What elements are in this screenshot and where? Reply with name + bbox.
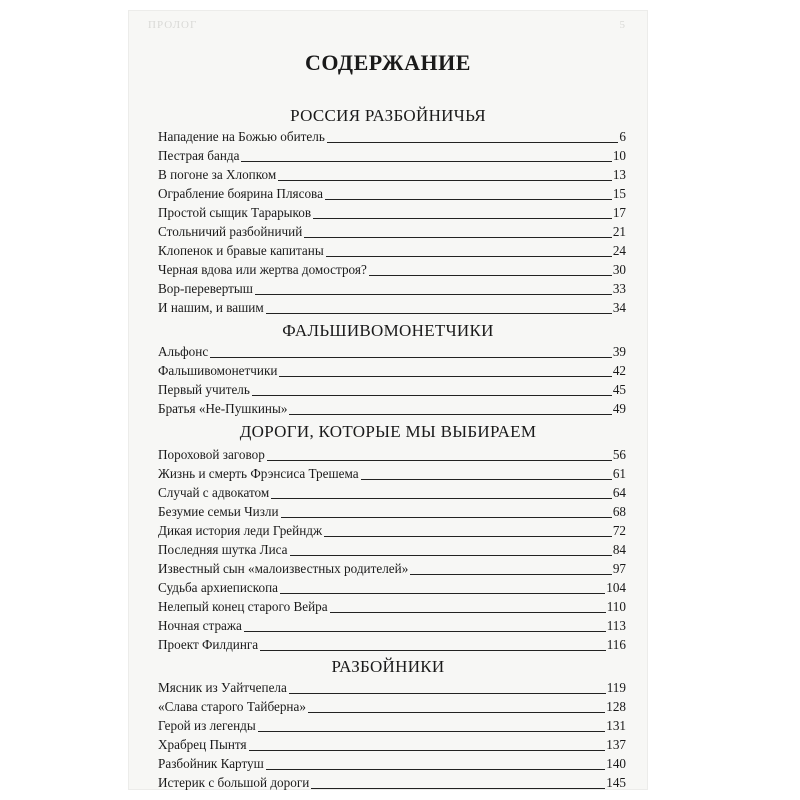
- toc-entry-title: Пороховой заговор: [158, 447, 265, 462]
- toc-entry[interactable]: [158, 362, 626, 380]
- toc-entry[interactable]: [158, 736, 626, 754]
- toc-entry-page: 39: [612, 344, 626, 359]
- toc-leader: [311, 788, 605, 789]
- toc-leader: [281, 517, 612, 518]
- toc-entry[interactable]: [158, 242, 626, 260]
- toc-entry-title: Известный сын «малоизвестных родителей»: [158, 561, 409, 576]
- toc-entry-page: 72: [612, 523, 626, 538]
- toc-entry-title: Стольничий разбойничий: [158, 224, 303, 239]
- toc-leader: [361, 479, 612, 480]
- toc-entry-page: 113: [606, 618, 626, 633]
- toc-entry-title: «Слава старого Тайберна»: [158, 699, 306, 714]
- toc-leader: [252, 395, 612, 396]
- toc-leader: [210, 357, 612, 358]
- toc-entry[interactable]: [158, 698, 626, 716]
- toc-leader: [266, 313, 612, 314]
- toc-entry-title: Ограбление боярина Плясова: [158, 186, 323, 201]
- toc-entry[interactable]: [158, 560, 626, 578]
- toc-entry-title: Ночная стража: [158, 618, 242, 633]
- toc-entry-page: 30: [612, 262, 626, 277]
- toc-entry-page: 61: [612, 466, 626, 481]
- toc-entry-title: Храбрец Пынтя: [158, 737, 247, 752]
- toc-entry-page: 116: [606, 637, 626, 652]
- toc-entry[interactable]: [158, 446, 626, 464]
- section-title-russia: РОССИЯ РАЗБОЙНИЧЬЯ: [290, 106, 486, 125]
- toc-entry-title: Жизнь и смерть Фрэнсиса Трешема: [158, 466, 359, 481]
- toc-entry-page: 128: [606, 699, 626, 714]
- toc-entry[interactable]: [158, 204, 626, 222]
- toc-leader: [260, 650, 606, 651]
- toc-entry-title: Мясник из Уайтчепела: [158, 680, 287, 695]
- toc-leader: [289, 693, 606, 694]
- toc-entry-title: В погоне за Хлопком: [158, 167, 277, 182]
- toc-entry-title: Братья «Не-Пушкины»: [158, 401, 288, 416]
- toc-leader: [266, 769, 605, 770]
- toc-entry[interactable]: [158, 166, 626, 184]
- toc-entry-page: 33: [612, 281, 626, 296]
- toc-leader: [410, 574, 612, 575]
- toc-entry[interactable]: [158, 522, 626, 540]
- toc-entry-title: Разбойник Картуш: [158, 756, 264, 771]
- toc-entry-title: Фальшивомонетчики: [158, 363, 278, 378]
- toc-entry-title: Черная вдова или жертва домостроя?: [158, 262, 367, 277]
- toc-entry-title: Безумие семьи Чизли: [158, 504, 279, 519]
- section-title-counterfeiters: ФАЛЬШИВОМОНЕТЧИКИ: [282, 321, 494, 340]
- toc-leader: [369, 275, 612, 276]
- toc-entry-title: Дикая история леди Грейндж: [158, 523, 323, 538]
- toc-entry[interactable]: [158, 484, 626, 502]
- toc-entry-title: Пестрая банда: [158, 148, 240, 163]
- toc-entry-title: Клопенок и бравые капитаны: [158, 243, 324, 258]
- toc-entry-page: 13: [612, 167, 626, 182]
- toc-entry-page: 110: [606, 599, 626, 614]
- toc-entry[interactable]: [158, 280, 626, 298]
- toc-entry-page: 17: [612, 205, 626, 220]
- toc-entry-page: 6: [619, 129, 626, 144]
- toc-entry[interactable]: [158, 381, 626, 399]
- toc-leader: [241, 161, 611, 162]
- toc-entry[interactable]: [158, 679, 626, 697]
- toc-leader: [324, 536, 612, 537]
- toc-entry-page: 42: [612, 363, 626, 378]
- running-header-left: ПРОЛОГ: [148, 19, 198, 31]
- toc-leader: [258, 731, 605, 732]
- toc-entry-page: 10: [612, 148, 626, 163]
- toc-entry[interactable]: [158, 343, 626, 361]
- toc-leader: [325, 199, 612, 200]
- toc-entry-page: 68: [612, 504, 626, 519]
- toc-entry[interactable]: [158, 400, 626, 418]
- running-header: [142, 16, 634, 34]
- toc-leader: [278, 180, 612, 181]
- section-title-roads: ДОРОГИ, КОТОРЫЕ МЫ ВЫБИРАЕМ: [239, 422, 537, 441]
- toc-entry[interactable]: [158, 579, 626, 597]
- section-title-robbers: РАЗБОЙНИКИ: [331, 657, 445, 676]
- toc-entry-page: 84: [612, 542, 626, 557]
- toc-leader: [290, 555, 612, 556]
- toc-entry-title: Последняя шутка Лиса: [158, 542, 288, 557]
- toc-leader: [308, 712, 605, 713]
- toc-leader: [279, 376, 611, 377]
- toc-entry-title: Первый учитель: [158, 382, 250, 397]
- toc-entry-title: Судьба архиепископа: [158, 580, 278, 595]
- toc-entry-title: Нелепый конец старого Вейра: [158, 599, 328, 614]
- toc-entry[interactable]: [158, 147, 626, 165]
- toc-entry[interactable]: [158, 755, 626, 773]
- toc-entry[interactable]: [158, 223, 626, 241]
- toc-entry[interactable]: [158, 774, 626, 792]
- toc-entry-page: 140: [606, 756, 626, 771]
- toc-entry-page: 104: [606, 580, 626, 595]
- toc-entry[interactable]: [158, 299, 626, 317]
- toc-entry-title: Случай с адвокатом: [158, 485, 270, 500]
- toc-entry-page: 24: [612, 243, 626, 258]
- toc-leader: [267, 460, 612, 461]
- toc-leader: [249, 750, 606, 751]
- toc-leader: [304, 237, 612, 238]
- toc-entry-page: 145: [606, 775, 626, 790]
- toc-entry-page: 34: [612, 300, 626, 315]
- toc-entry-page: 49: [612, 401, 626, 416]
- toc-entry[interactable]: [158, 636, 626, 654]
- toc-entry[interactable]: [158, 503, 626, 521]
- toc-entry-title: Проект Филдинга: [158, 637, 259, 652]
- toc-leader: [313, 218, 612, 219]
- toc-entry[interactable]: [158, 261, 626, 279]
- toc-entry[interactable]: [158, 598, 626, 616]
- toc-entry[interactable]: [158, 717, 626, 735]
- book-page: [128, 10, 648, 790]
- toc-leader: [330, 612, 606, 613]
- toc-entry-title: Вор-перевертыш: [158, 281, 253, 296]
- toc-leader: [244, 631, 606, 632]
- toc-entry[interactable]: [158, 465, 626, 483]
- toc-leader: [326, 256, 612, 257]
- toc-leader: [280, 593, 605, 594]
- toc-entry[interactable]: [158, 185, 626, 203]
- toc-leader: [327, 142, 619, 143]
- running-header-page-number: 5: [619, 19, 626, 31]
- toc-entry-page: 64: [612, 485, 626, 500]
- page-title: СОДЕРЖАНИЕ: [305, 50, 471, 75]
- toc-entry[interactable]: [158, 617, 626, 635]
- toc-leader: [289, 414, 611, 415]
- toc-leader: [255, 294, 612, 295]
- toc-entry-title: Нападение на Божью обитель: [158, 129, 325, 144]
- toc-leader: [271, 498, 612, 499]
- toc-entry-title: Простой сыщик Тарарыков: [158, 205, 312, 220]
- toc-entry-page: 21: [612, 224, 626, 239]
- toc-entry-page: 97: [612, 561, 626, 576]
- toc-entry-title: Альфонс: [158, 344, 209, 359]
- toc-entry-title: Истерик с большой дороги: [158, 775, 310, 790]
- toc-entry-page: 56: [612, 447, 626, 462]
- toc-entry-page: 131: [606, 718, 626, 733]
- toc-entry-page: 15: [612, 186, 626, 201]
- toc-entry-title: И нашим, и вашим: [158, 300, 264, 315]
- toc-entry-page: 45: [612, 382, 626, 397]
- toc-entry-page: 119: [606, 680, 626, 695]
- toc-entry-title: Герой из легенды: [158, 718, 256, 733]
- toc-entry[interactable]: [158, 541, 626, 559]
- toc-entry-page: 137: [606, 737, 626, 752]
- toc-entry[interactable]: [158, 128, 626, 146]
